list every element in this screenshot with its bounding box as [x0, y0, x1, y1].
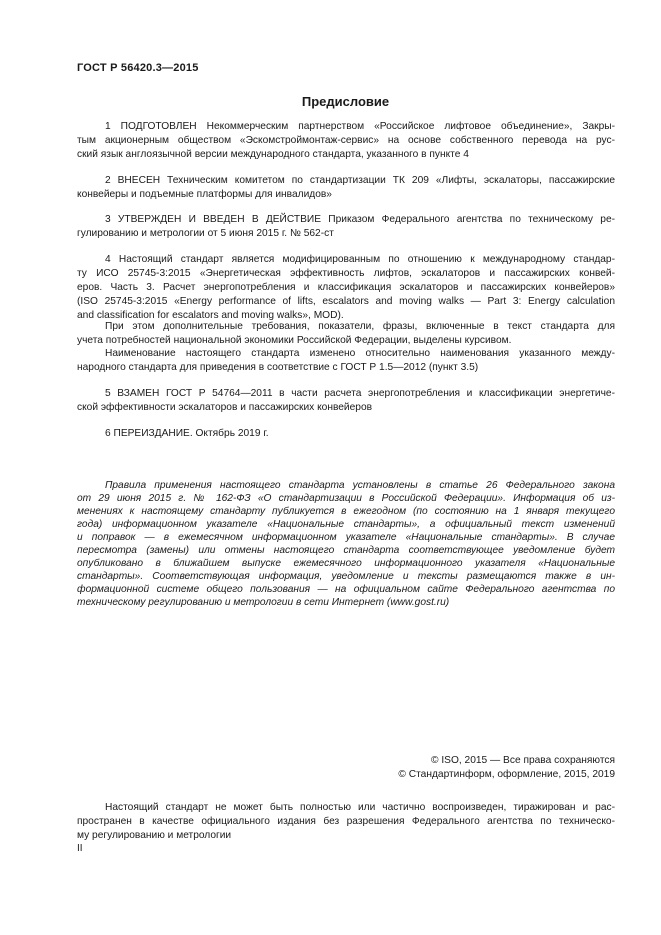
paragraph-4-line-3: еров. Часть 3. Расчет энергопотребления и классификация эскалаторов и пассажирских конвейеров» — [77, 282, 615, 293]
notice-line-2: от 29 июня 2015 г. № 162-ФЗ «О стандартизации в Российской Федерации». Информация об из- — [77, 493, 615, 504]
notice-line-8: стандарты». Соответствующая информация, уведомление и тексты размещаются также в ин- — [77, 571, 615, 582]
paragraph-4-line-1: 4 Настоящий стандарт является модифицированным по отношению к международному стандар- — [105, 254, 615, 265]
paragraph-5-line-1: 5 ВЗАМЕН ГОСТ Р 54764—2011 в части расчета энергопотребления и классификации энергетиче- — [105, 388, 615, 399]
notice-line-6: пересмотра (замены) или отмены настоящего стандарта соответствующее уведомление будет — [77, 545, 615, 556]
paragraph-4-line-4: (ISO 25745-3:2015 «Energy performance of lifts, escalators and moving walks — Part 3: Energy calculation — [77, 296, 615, 307]
reproduction-notice-line-1: Настоящий стандарт не может быть полностью или частично воспроизведен, тиражирован и рас- — [105, 802, 615, 813]
notice-line-4: года) информационном указателе «Национальные стандарты», а официальный текст изменений — [77, 519, 615, 530]
notice-line-5: и поправок — в ежемесячном информационном указателе «Национальные стандарты». В случае — [77, 532, 615, 543]
copyright-standartinform: © Стандартинформ, оформление, 2015, 2019 — [398, 769, 615, 780]
paragraph-4-line-8: Наименование настоящего стандарта изменено относительно наименования указанного между- — [105, 348, 615, 359]
paragraph-4-line-7: учета потребностей национальной экономики Российской Федерации, выделены курсивом. — [77, 335, 512, 346]
reproduction-notice-line-2: пространен в качестве официального издания без разрешения Федерального агентства по техническо- — [77, 816, 615, 827]
paragraph-3-line-2: гулированию и метрологии от 5 июня 2015 г. № 562-ст — [77, 228, 334, 239]
paragraph-4-line-6: При этом дополнительные требования, показатели, фразы, включенные в текст стандарта для — [105, 321, 615, 332]
paragraph-4-line-5: and classification for escalators and moving walks», MOD). — [77, 310, 344, 321]
paragraph-1-line-2: тым акционерным обществом «Эскомстроймонтаж-сервис» на основе собственного перевода на рус- — [77, 135, 615, 146]
paragraph-1-line-1: 1 ПОДГОТОВЛЕН Некоммерческим партнерством «Российское лифтовое объединение», Закры- — [105, 121, 615, 132]
notice-line-7: опубликовано в ближайшем выпуске ежемесячного информационного указателя «Национальные — [77, 558, 615, 569]
page-number: II — [77, 843, 83, 854]
paragraph-2-line-1: 2 ВНЕСЕН Техническим комитетом по стандартизации ТК 209 «Лифты, эскалаторы, пассажирские — [105, 175, 615, 186]
notice-line-10: техническому регулированию и метрологии в сети Интернет (www.gost.ru) — [77, 597, 450, 608]
paragraph-4-line-2: ту ИСО 25745-3:2015 «Энергетическая эффективность лифтов, эскалаторов и пассажирских конвей- — [77, 268, 615, 279]
paragraph-5-line-2: ской эффективности эскалаторов и пассажирских конвейеров — [77, 402, 373, 413]
page-title: Предисловие — [301, 94, 390, 109]
notice-line-9: формационной системе общего пользования — на официальном сайте Федерального агентства по — [77, 584, 615, 595]
paragraph-6-line-1: 6 ПЕРЕИЗДАНИЕ. Октябрь 2019 г. — [105, 428, 269, 439]
notice-line-1: Правила применения настоящего стандарта установлены в статье 26 Федерального закона — [105, 480, 615, 491]
notice-line-3: менениях к настоящему стандарту публикуется в ежегодном (по состоянию на 1 января текущего — [77, 506, 615, 517]
standard-code: ГОСТ Р 56420.3—2015 — [77, 62, 199, 74]
copyright-iso: © ISO, 2015 — Все права сохраняются — [431, 755, 615, 766]
paragraph-2-line-2: конвейеры и подъемные платформы для инвалидов» — [77, 189, 332, 200]
reproduction-notice-line-3: му регулированию и метрологии — [77, 830, 232, 841]
paragraph-3-line-1: 3 УТВЕРЖДЕН И ВВЕДЕН В ДЕЙСТВИЕ Приказом Федерального агентства по техническому ре- — [105, 214, 615, 225]
paragraph-4-line-9: народного стандарта для приведения в соответствие с ГОСТ Р 1.5—2012 (пункт 3.5) — [77, 362, 479, 373]
paragraph-1-line-3: ский язык англоязычной версии международного стандарта, указанного в пункте 4 — [77, 149, 469, 160]
